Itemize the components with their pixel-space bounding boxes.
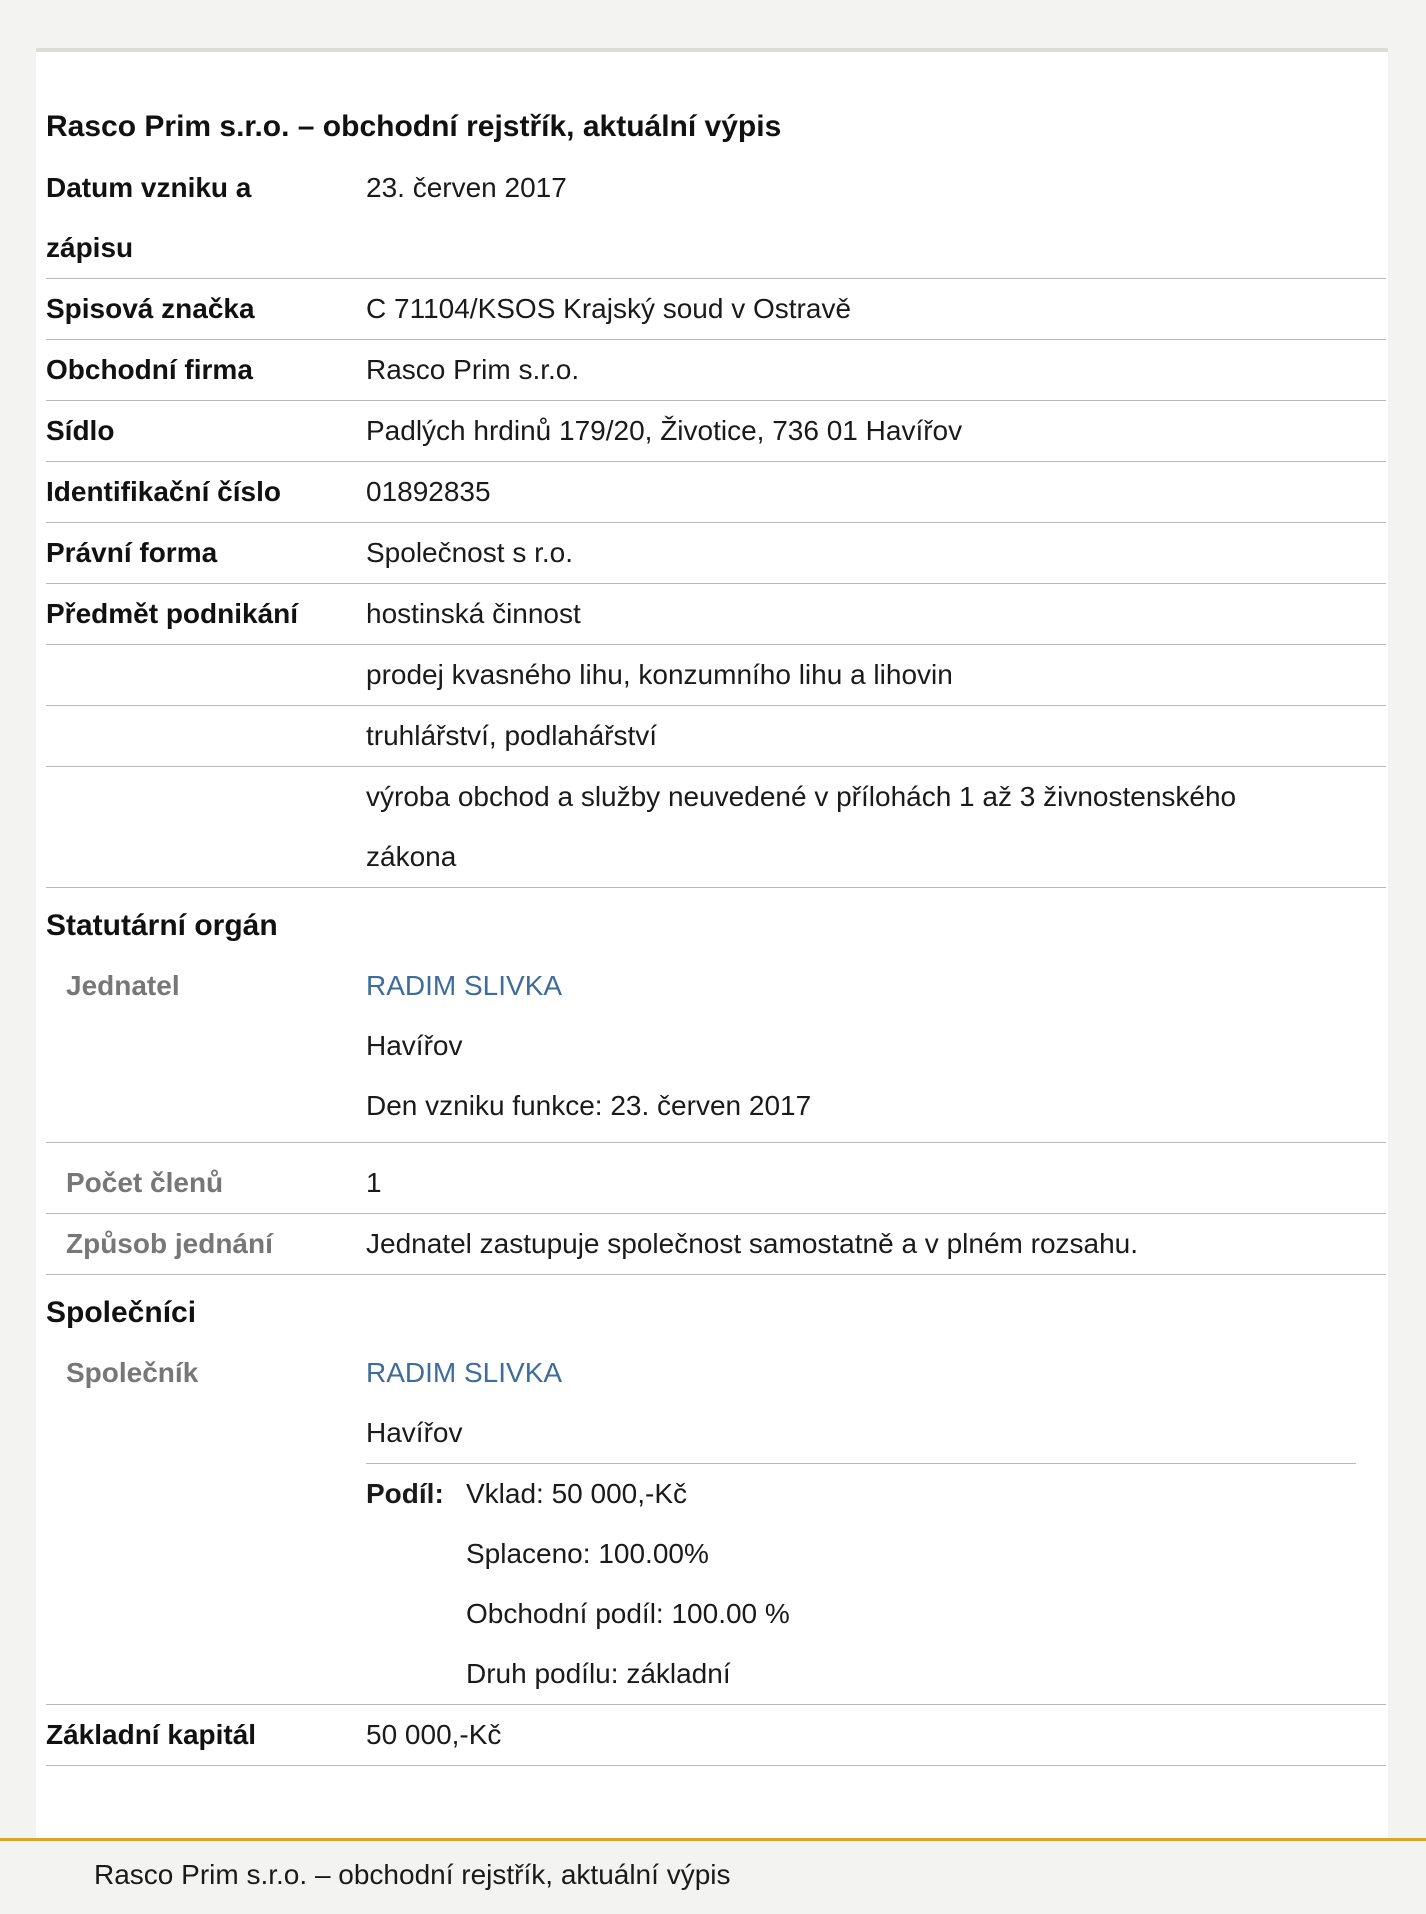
footer-title: Rasco Prim s.r.o. – obchodní rejstřík, aktuální výpis [94,1859,731,1890]
register-extract [46,96,1386,1766]
empty-label [46,767,366,887]
label-sidlo: Sídlo [46,415,115,446]
label-jednatel: Jednatel [66,970,180,1001]
page-title: Rasco Prim s.r.o. – obchodní rejstřík, aktuální výpis [46,110,782,143]
podil-druh: Druh podílu: základní [466,1658,731,1689]
row-zpusob-jednani [46,1214,1386,1275]
value-zakladni-kapital: 50 000,-Kč [366,1719,502,1750]
content-card [36,48,1388,1838]
row-zakladni-kapital [46,1705,1386,1766]
row-jednatel [46,956,1386,1143]
podil-splaceno: Splaceno: 100.00% [466,1538,709,1569]
value-predmet-item: truhlářství, podlahářství [366,720,658,751]
label-obchodni-firma: Obchodní firma [46,354,253,385]
podil-obchodni: Obchodní podíl: 100.00 % [466,1598,790,1629]
empty-label [46,706,366,766]
jednatel-details [366,956,1386,1136]
label-datum-vzniku: Datum vzniku a zápisu [46,172,252,263]
label-pocet-clenu: Počet členů [66,1167,224,1198]
section-spolecnici: Společníci [46,1296,197,1329]
label-zakladni-kapital: Základní kapitál [46,1719,257,1750]
row-pravni-forma [46,523,1386,584]
row-sidlo [46,401,1386,462]
label-spisova-znacka: Spisová značka [46,293,255,324]
row-predmet-podnikani-3 [46,706,1386,767]
label-pravni-forma: Právní forma [46,537,218,568]
podil-vklad: Vklad: 50 000,-Kč [466,1478,688,1509]
row-predmet-podnikani-4 [46,767,1386,888]
value-datum-vzniku: 23. červen 2017 [366,172,567,203]
value-zpusob-jednani: Jednatel zastupuje společnost samostatně a v plném rozsahu. [366,1228,1139,1259]
value-spisova-znacka: C 71104/KSOS Krajský soud v Ostravě [366,293,852,324]
row-predmet-podnikani-2 [46,645,1386,706]
jednatel-name-link[interactable]: RADIM SLIVKA [366,970,563,1001]
podil-label: Podíl: [366,1478,444,1509]
value-predmet-item: hostinská činnost [366,598,581,629]
value-identifikacni-cislo: 01892835 [366,476,491,507]
value-predmet-item: výroba obchod a služby neuvedené v přílohách 1 až 3 živnostenského zákona [366,781,1237,872]
row-spisova-znacka [46,279,1386,340]
jednatel-since: Den vzniku funkce: 23. červen 2017 [366,1090,812,1121]
value-predmet-item: prodej kvasného lihu, konzumního lihu a lihovin [366,659,953,690]
jednatel-city: Havířov [366,1030,463,1061]
value-obchodni-firma: Rasco Prim s.r.o. [366,354,580,385]
section-statutarni-organ: Statutární orgán [46,909,278,942]
value-pravni-forma: Společnost s r.o. [366,537,574,568]
value-sidlo: Padlých hrdinů 179/20, Životice, 736 01 Havířov [366,415,963,446]
label-zpusob-jednani: Způsob jednání [66,1228,273,1259]
spolecnik-details [366,1343,1386,1704]
row-obchodni-firma [46,340,1386,401]
value-pocet-clenu: 1 [366,1167,382,1198]
row-identifikacni-cislo [46,462,1386,523]
podil-block [366,1463,1356,1704]
row-pocet-clenu [46,1143,1386,1214]
podil-lines [466,1464,790,1704]
footer-bar [0,1838,1426,1914]
spolecnik-name-link[interactable]: RADIM SLIVKA [366,1357,563,1388]
label-spolecnik: Společník [66,1357,199,1388]
empty-label [46,645,366,705]
label-predmet-podnikani: Předmět podnikání [46,598,299,629]
row-predmet-podnikani-1 [46,584,1386,645]
spolecnik-city: Havířov [366,1417,463,1448]
row-datum-vzniku [46,158,1386,279]
label-identifikacni-cislo: Identifikační číslo [46,476,281,507]
row-spolecnik [46,1343,1386,1705]
